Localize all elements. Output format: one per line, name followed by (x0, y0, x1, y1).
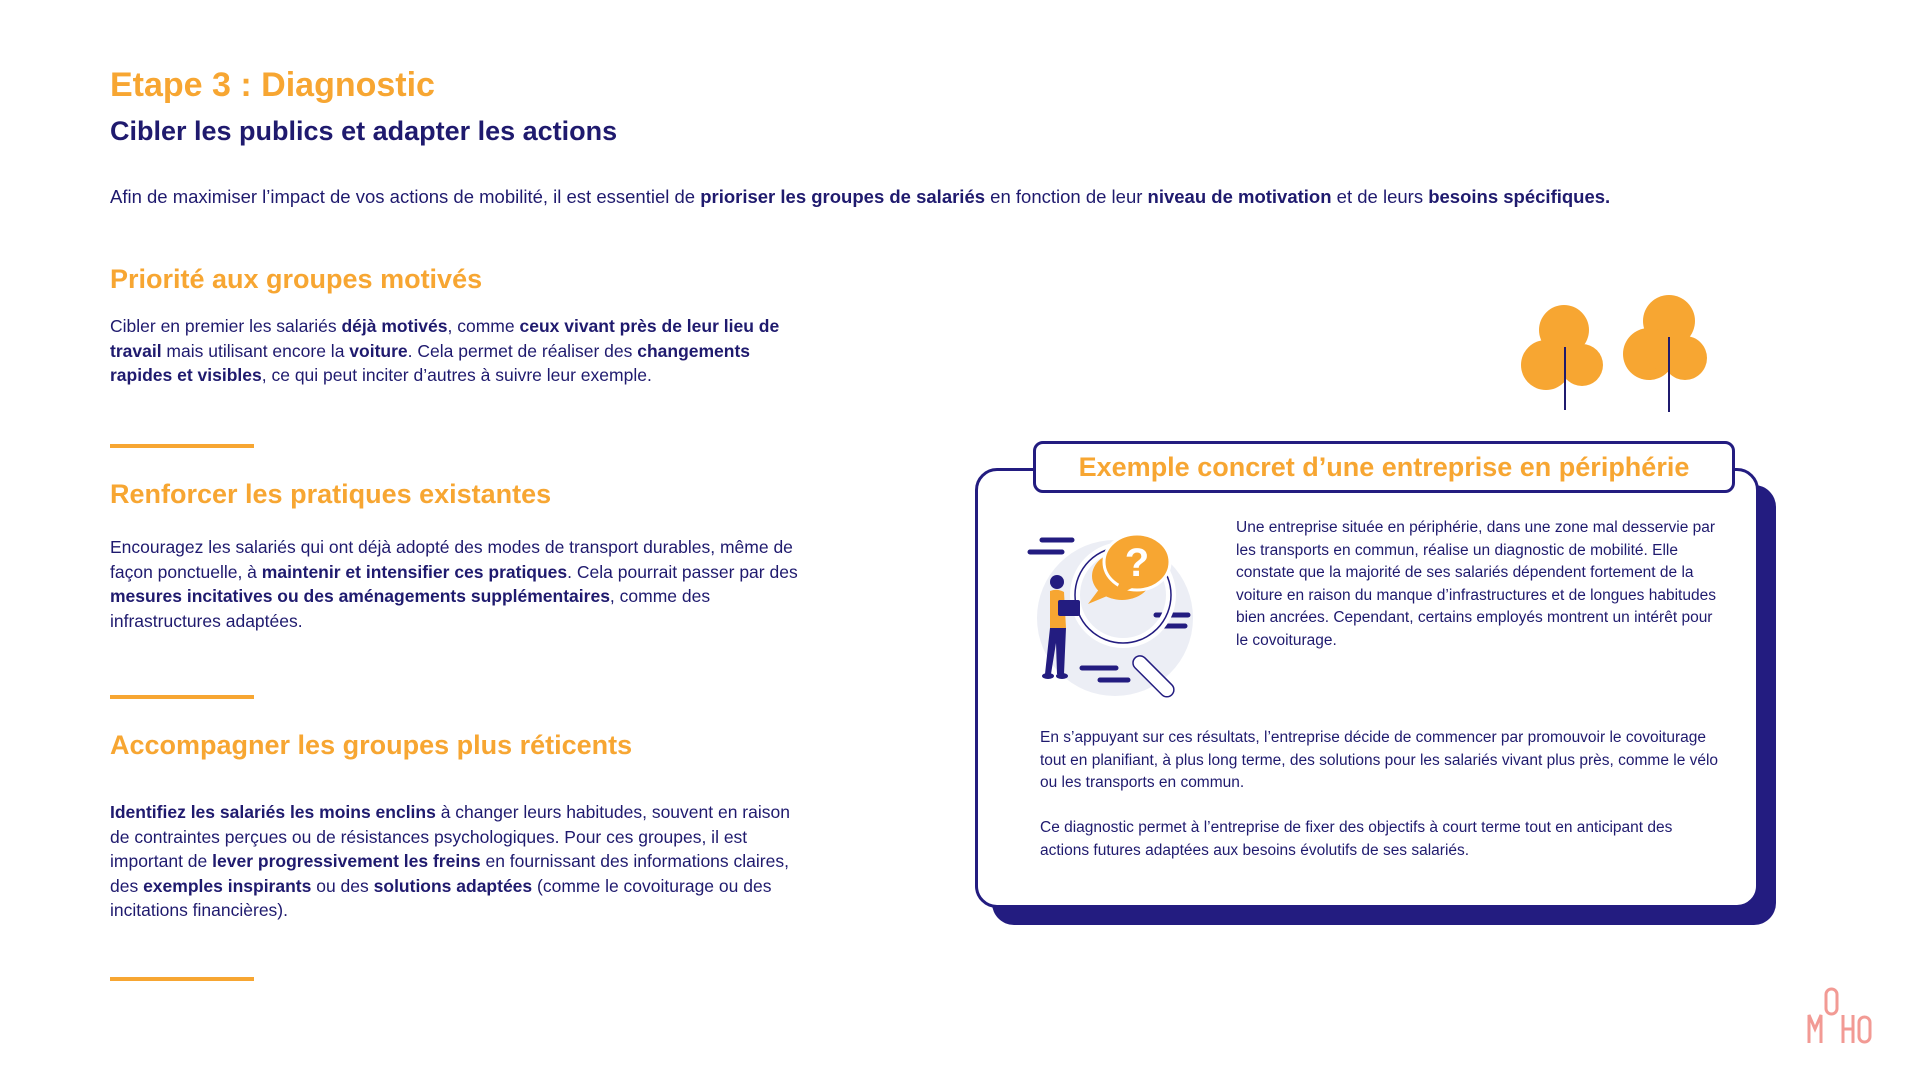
intro-bold: prioriser les groupes de salariés (700, 186, 986, 207)
question-mark: ? (1124, 541, 1150, 585)
body-text: Cibler en premier les salariés (110, 316, 342, 336)
section-body-reinforce (110, 535, 800, 633)
body-bold: maintenir et intensifier ces pratiques (261, 561, 568, 582)
page-subtitle: Cibler les publics et adapter les actions (110, 116, 618, 146)
section-divider (110, 977, 254, 981)
example-paragraph-1: Une entreprise située en périphérie, dans une zone mal desservie par les transports en commun, réalise un diagnostic de mobilité. Elle constate que la majorité de ses salariés dépendent fortement de la voiture en raison du manque d’infrastructures et de longues habitudes bien ancrées. Cependant, certains employés montrent un intérêt pour le covoiturage. (1236, 519, 1716, 649)
body-text: ou des (311, 875, 374, 896)
example-card-title: Exemple concret d’une entreprise en périphérie (1078, 451, 1690, 482)
step-title: Etape 3 : Diagnostic (110, 66, 435, 104)
section-title-reluctant: Accompagner les groupes plus réticents (110, 730, 633, 760)
intro-text: en fonction de leur (985, 186, 1148, 207)
question-magnifier-person-icon (1020, 518, 1220, 698)
body-text: à changer leurs habitudes, souvent en raison de contraintes perçues ou de résistances psychologiques. Pour ces groupes, il est important de (110, 802, 790, 871)
example-card-title-tab (1033, 441, 1735, 493)
section-body-reluctant (110, 800, 800, 923)
body-bold: Identifiez les salariés les moins enclins (110, 802, 436, 822)
body-bold: lever progressivement les freins (212, 851, 481, 871)
body-text: Encouragez les salariés qui ont déjà adopté des modes de transport durables, même de façon ponctuelle, à (110, 537, 793, 582)
intro-paragraph (110, 183, 1810, 211)
example-paragraph-2: En s’appuyant sur ces résultats, l’entreprise décide de commencer par promouvoir le covoiturage tout en planifiant, à plus long terme, des solutions pour les salariés vivant plus près, comme le vélo ou les transports en commun. (1040, 729, 1719, 791)
section-divider (110, 444, 254, 448)
body-bold: voiture (349, 340, 408, 361)
body-text: . Cela pourrait passer par des (567, 561, 798, 582)
intro-bold: niveau de motivation (1147, 186, 1332, 207)
body-bold: déjà motivés (341, 316, 448, 336)
body-text: , ce qui peut inciter d’autres à suivre leur exemple. (261, 365, 652, 385)
body-bold: exemples inspirants (143, 875, 312, 896)
example-paragraph-3: Ce diagnostic permet à l’entreprise de fixer des objectifs à court terme tout en anticipant des actions futures adaptées aux besoins évolutifs de ses salariés. (1040, 819, 1673, 859)
body-text: mais utilisant encore la (161, 340, 350, 361)
intro-bold: besoins spécifiques. (1428, 186, 1611, 207)
intro-text: Afin de maximiser l’impact de vos actions de mobilité, il est essentiel de (110, 186, 701, 207)
body-bold: mesures incitatives ou des aménagements supplémentaires (110, 586, 610, 606)
body-text: . Cela permet de réaliser des (407, 340, 638, 361)
body-text: , comme (447, 316, 520, 336)
body-bold: solutions adaptées (373, 875, 533, 896)
body-bold: changements rapides et visibles (110, 340, 751, 385)
moho-logo (1806, 985, 1876, 1045)
body-text: en fournissant des informations claires, des (110, 851, 789, 896)
trees-icon (1515, 292, 1715, 417)
section-divider (110, 695, 254, 699)
body-text: , comme des infrastructures adaptées. (110, 586, 711, 631)
section-body-motivated (110, 314, 800, 388)
body-bold: ceux vivant près de leur lieu de travail (110, 316, 780, 361)
section-title-reinforce: Renforcer les pratiques existantes (110, 479, 552, 509)
body-text: (comme le covoiturage ou des incitations financières). (110, 875, 772, 920)
intro-text: et de leurs (1331, 186, 1429, 207)
section-title-motivated: Priorité aux groupes motivés (110, 264, 483, 294)
